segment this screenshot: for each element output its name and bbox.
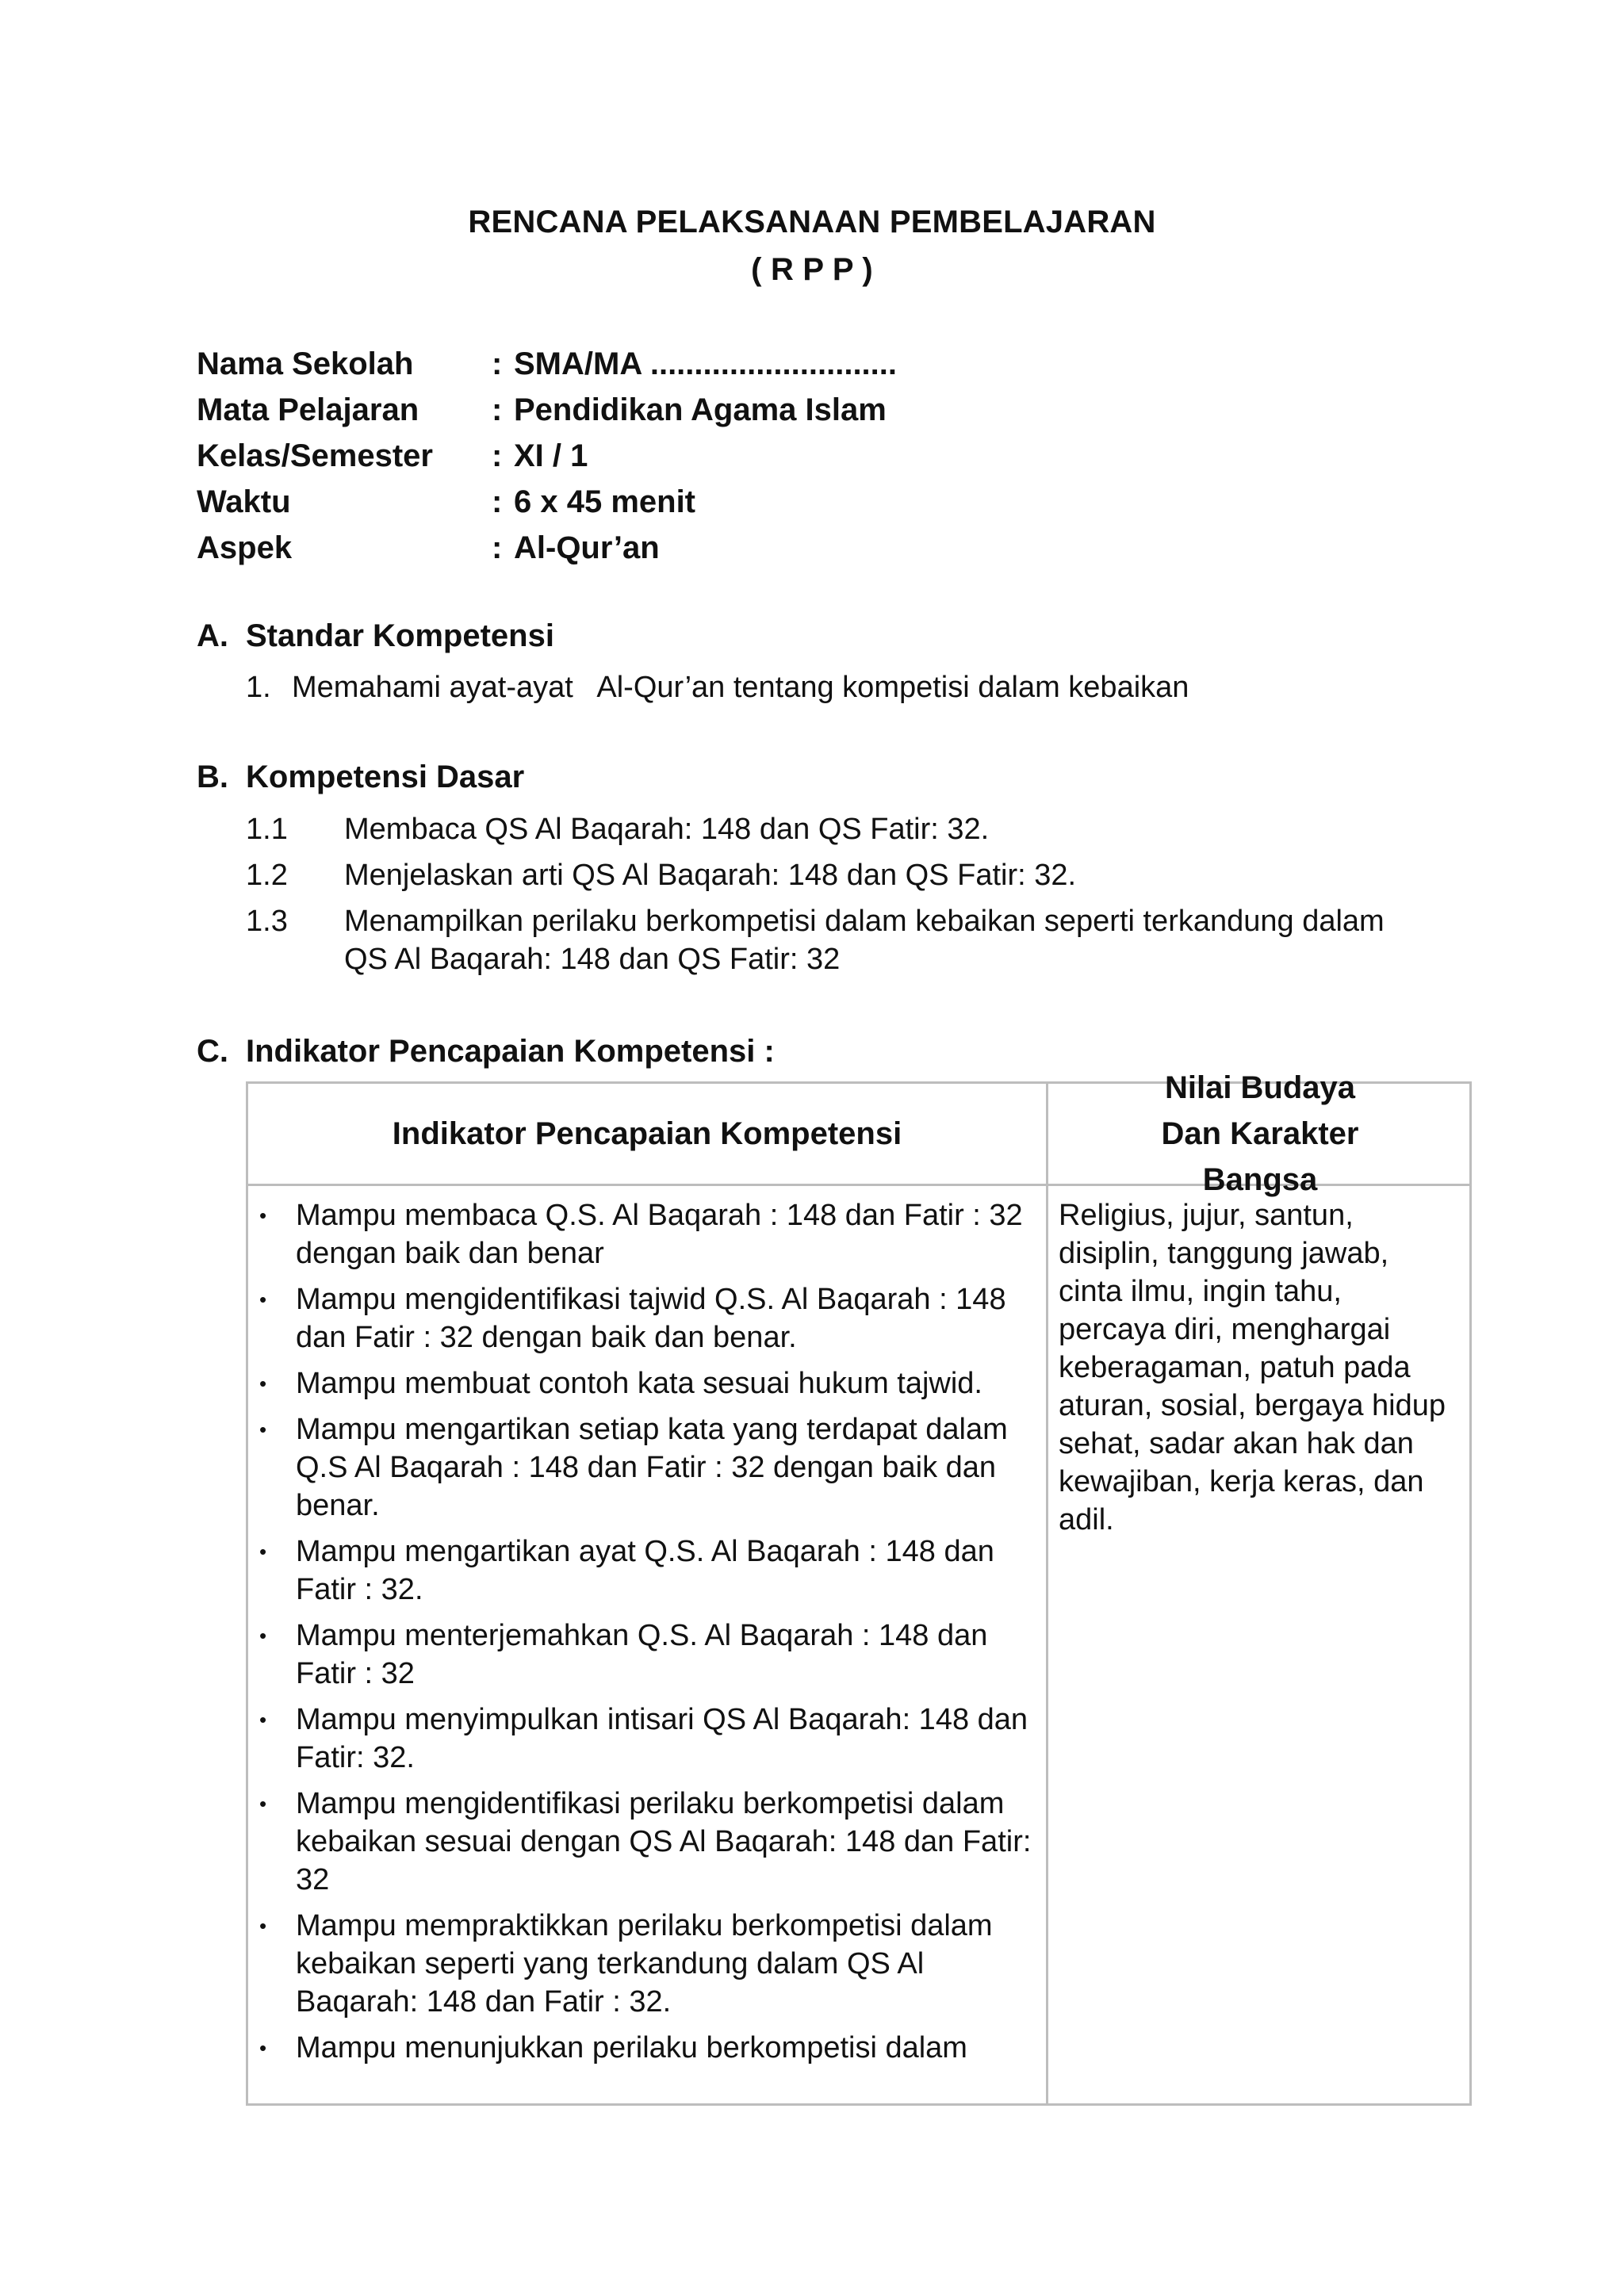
bullet-icon: • (259, 1540, 267, 1563)
column-divider (1046, 1084, 1048, 2103)
info-value: Pendidikan Agama Islam (514, 392, 887, 427)
info-separator: : (492, 530, 503, 565)
item-text: Membaca QS Al Baqarah: 148 dan QS Fatir: 32. (344, 813, 990, 846)
section-title: Indikator Pencapaian Kompetensi : (246, 1034, 775, 1069)
indicator-table (246, 1070, 1472, 2106)
info-row-time (197, 479, 897, 525)
info-separator: : (492, 438, 503, 473)
list-item (259, 1907, 1040, 2021)
list-item (259, 1533, 1040, 1609)
list-item (259, 1364, 1040, 1402)
info-separator: : (492, 392, 503, 427)
item-text: Menjelaskan arti QS Al Baqarah: 148 dan QS Fatir: 32. (344, 859, 1077, 892)
info-row-school (197, 341, 897, 387)
info-label: Aspek (197, 530, 293, 565)
indicator-text: Mampu membaca Q.S. Al Baqarah : 148 dan Fatir : 32 dengan baik dan benar (296, 1199, 1023, 1270)
list-item (259, 1410, 1040, 1525)
indicator-text: Mampu menterjemahkan Q.S. Al Baqarah : 148 dan Fatir : 32 (296, 1619, 988, 1690)
basic-competency-list (246, 810, 1404, 986)
info-label: Waktu (197, 484, 291, 519)
info-value: 6 x 45 menit (514, 484, 696, 519)
bullet-icon: • (259, 1914, 267, 1938)
section-title: Kompetensi Dasar (246, 760, 525, 794)
info-value: XI / 1 (514, 438, 588, 473)
item-number: 1.2 (246, 859, 288, 892)
info-value: SMA/MA ............................ (514, 346, 898, 381)
section-letter: C. (197, 1034, 228, 1069)
list-item (259, 1617, 1040, 1693)
list-item (246, 856, 1404, 894)
indicator-text: Mampu menunjukkan perilaku berkompetisi dalam (296, 2031, 967, 2064)
section-letter: A. (197, 618, 228, 653)
info-row-class (197, 433, 897, 479)
identity-block (197, 341, 897, 571)
bullet-icon: • (259, 1624, 267, 1647)
bullet-icon: • (259, 2036, 267, 2060)
item-number: 1.1 (246, 813, 288, 846)
list-item (259, 2029, 1040, 2067)
indicator-text: Mampu mengartikan setiap kata yang terdapat dalam Q.S Al Baqarah : 148 dan Fatir : 32 dengan baik dan benar. (296, 1413, 1008, 1522)
info-label: Nama Sekolah (197, 346, 414, 381)
list-item (259, 1701, 1040, 1777)
table-header-values (1048, 1070, 1472, 1197)
list-item (246, 902, 1404, 978)
character-values-text: Religius, jujur, santun, disiplin, tanggung jawab, cinta ilmu, ingin tahu, percaya diri, menghargai keberagaman, patuh pada aturan, sosial, bergaya hidup sehat, sadar akan hak dan kewajiban, kerja keras, dan adil. (1059, 1199, 1446, 1536)
document-subtitle: ( R P P ) (751, 252, 873, 287)
bullet-icon: • (259, 1203, 267, 1227)
section-letter: B. (197, 760, 228, 794)
table-header-indicators: Indikator Pencapaian Kompetensi (392, 1116, 902, 1151)
list-item (259, 1280, 1040, 1357)
bullet-icon: • (259, 1418, 267, 1441)
item-number: 1.3 (246, 905, 288, 938)
bullet-icon: • (259, 1708, 267, 1732)
info-row-subject (197, 387, 897, 433)
info-separator: : (492, 346, 503, 381)
info-separator: : (492, 484, 503, 519)
item-text: Memahami ayat-ayat Al-Qur’an tentang kompetisi dalam kebaikan (292, 671, 1189, 704)
info-row-aspect (197, 525, 897, 571)
bullet-icon: • (259, 1288, 267, 1311)
indicator-text: Mampu mengartikan ayat Q.S. Al Baqarah : 148 dan Fatir : 32. (296, 1535, 994, 1606)
indicator-list (259, 1196, 1040, 2102)
indicator-text: Mampu menyimpulkan intisari QS Al Baqarah: 148 dan Fatir: 32. (296, 1703, 1028, 1774)
item-number: 1. (246, 671, 271, 704)
info-label: Kelas/Semester (197, 438, 433, 473)
bullet-icon: • (259, 1792, 267, 1816)
info-label: Mata Pelajaran (197, 392, 419, 427)
indicator-text: Mampu mempraktikkan perilaku berkompetisi dalam kebaikan seperti yang terkandung dalam QS Al Baqarah: 148 dan Fatir : 32. (296, 1909, 993, 2019)
info-value: Al-Qur’an (514, 530, 660, 565)
section-c-heading (197, 1034, 775, 1070)
standard-competency-item (246, 671, 1189, 705)
indicator-text: Mampu mengidentifikasi perilaku berkompetisi dalam kebaikan sesuai dengan QS Al Baqarah: 148 dan Fatir: 32 (296, 1787, 1032, 1896)
document-title: RENCANA PELAKSANAAN PEMBELAJARAN (468, 205, 1156, 239)
indicator-text: Mampu membuat contoh kata sesuai hukum tajwid. (296, 1367, 982, 1400)
item-text: Menampilkan perilaku berkompetisi dalam kebaikan seperti terkandung dalam QS Al Baqarah: 148 dan QS Fatir: 32 (344, 905, 1385, 976)
indicator-text: Mampu mengidentifikasi tajwid Q.S. Al Baqarah : 148 dan Fatir : 32 dengan baik dan benar. (296, 1283, 1006, 1354)
section-b-heading (197, 760, 524, 795)
list-item (259, 1785, 1040, 1899)
list-item (259, 1196, 1040, 1272)
header-text: Nilai Budaya Dan Karakter Bangsa (1161, 1070, 1359, 1197)
bullet-icon: • (259, 1372, 267, 1395)
section-a-heading (197, 618, 554, 654)
list-item (246, 810, 1404, 848)
section-title: Standar Kompetensi (246, 618, 554, 653)
